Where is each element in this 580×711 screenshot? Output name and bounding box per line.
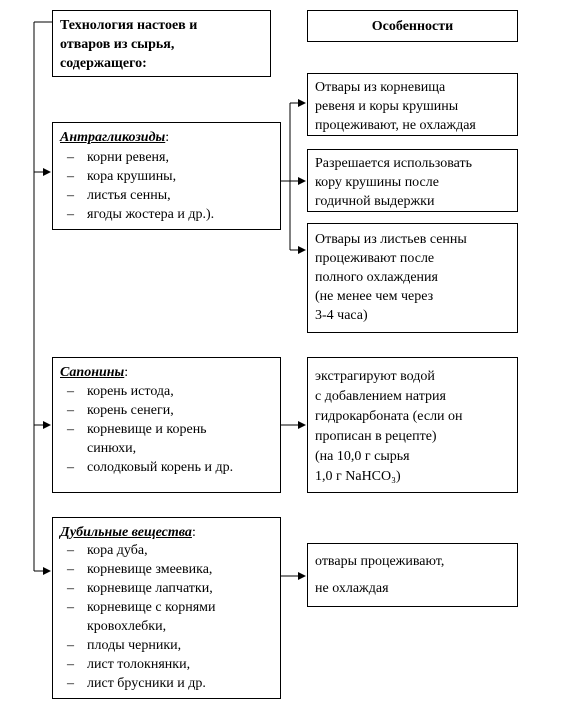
note-line: не охлаждая [315, 581, 389, 596]
group-saponins-box: Сапонины: – корень истода, – корень сенеги, – корневище и корень синюхи, – солодковый корень и др. [52, 357, 281, 493]
group-anthraglycosides-box: Антрагликозиды: – корни ревеня, – кора крушины, – листья сенны, – ягоды жостера и др.). [52, 122, 281, 230]
note-rhubarb-box [307, 73, 518, 136]
note-line: прописан в рецепте) [315, 429, 437, 444]
note-senna-box [307, 223, 518, 333]
group-tannins-title: Дубильные вещества: [60, 525, 196, 540]
note-line: Отвары из листьев сенны [315, 232, 467, 247]
group-saponins-title: Сапонины: [60, 365, 129, 380]
note-buckthorn-box [307, 149, 518, 212]
note-saponins-box [307, 357, 518, 493]
header-technology-line-3: содержащего: [60, 56, 147, 71]
note-line: 3-4 часа) [315, 308, 368, 323]
header-features: Особенности [371, 19, 454, 34]
group-anthraglycosides-title: Антрагликозиды: [60, 130, 170, 145]
note-line: отвары процеживают, [315, 554, 445, 569]
note-line: Отвары из корневища [315, 80, 446, 95]
note-line: гидрокарбоната (если он [315, 409, 463, 424]
note-line: 1,0 г NaHCO₃) [315, 469, 401, 484]
note-line: экстрагируют водой [315, 369, 435, 384]
note-line: Разрешается использовать [315, 156, 473, 171]
note-line: кору крушины после [315, 175, 439, 190]
note-line: ревеня и коры крушины [315, 99, 459, 114]
header-technology-line-1: Технология настоев и [60, 18, 198, 33]
note-line: полного охлаждения [315, 270, 438, 285]
note-tannins-box [307, 543, 518, 607]
note-line: (не менее чем через [315, 289, 434, 304]
note-line: годичной выдержки [315, 194, 435, 209]
header-features-box [307, 10, 518, 42]
group-tannins-box: Дубильные вещества: – кора дуба, – корневище змеевика, – корневище лапчатки, – корневище с корнями кровохлебки, – плоды черники, – лист толокнянки, – лист брусники и др. [52, 517, 281, 699]
header-technology-line-2: отваров из сырья, [60, 37, 175, 52]
note-line: (на 10,0 г сырья [315, 449, 410, 464]
note-line: процеживают, не охлаждая [315, 118, 476, 133]
note-line: процеживают после [315, 251, 435, 266]
header-technology-box [52, 10, 271, 77]
note-line: с добавлением натрия [315, 389, 446, 404]
